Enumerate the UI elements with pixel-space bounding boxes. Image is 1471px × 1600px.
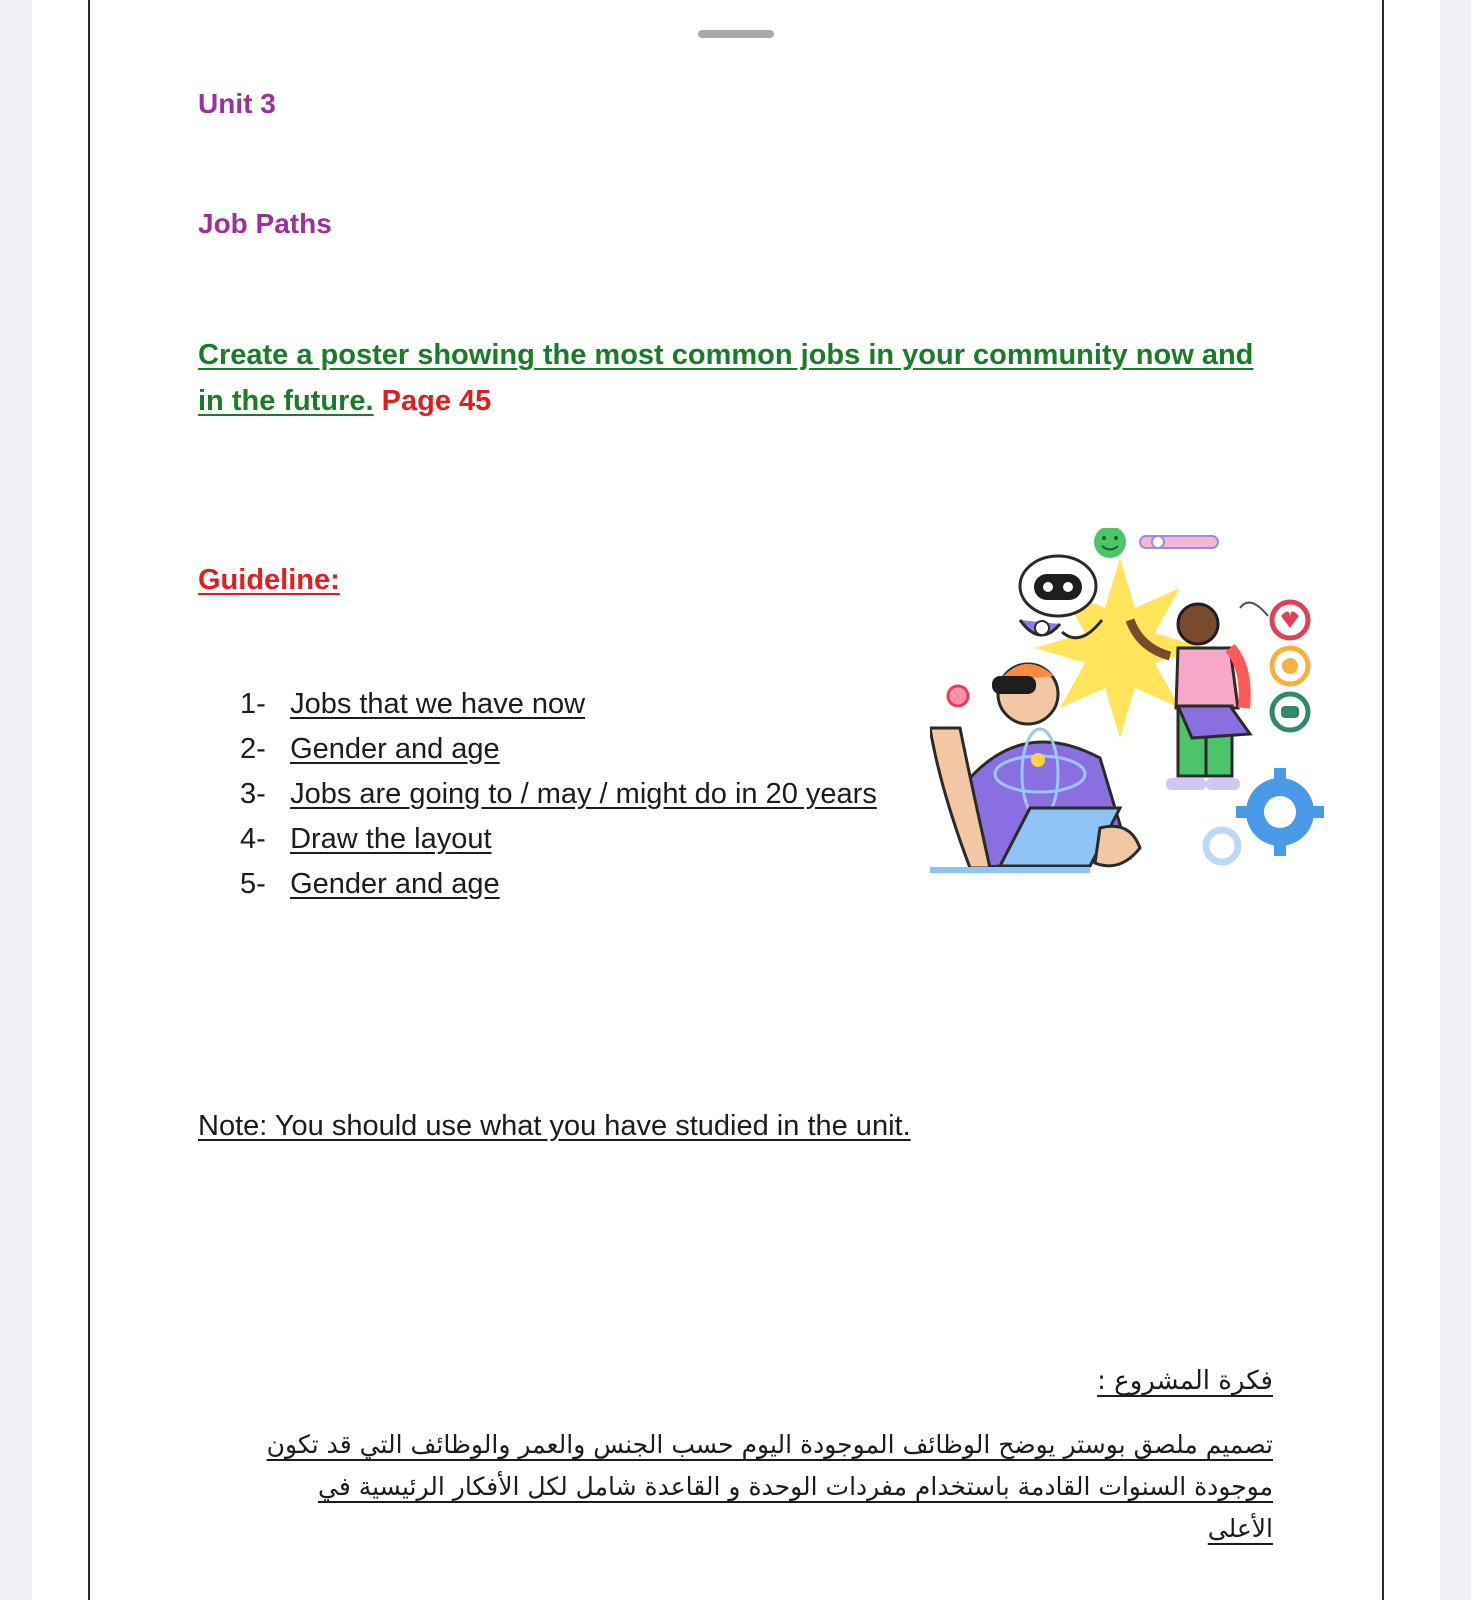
list-item-text: Draw the layout — [290, 823, 492, 855]
list-item-text: Gender and age — [290, 733, 500, 765]
project-idea-heading-text: فكرة المشروع : — [1097, 1366, 1273, 1396]
project-idea-heading — [253, 1366, 1273, 1396]
list-item-number: 2- — [240, 733, 266, 765]
task-instruction — [198, 332, 1258, 424]
list-item — [240, 688, 877, 733]
gear-icon — [1236, 768, 1324, 856]
drag-handle[interactable] — [698, 30, 774, 38]
list-item-text: Jobs are going to / may / might do in 20 years — [290, 778, 877, 810]
future-jobs-illustration — [930, 528, 1350, 898]
guideline-heading: Guideline: — [198, 564, 340, 596]
list-item — [240, 823, 877, 868]
unit-title: Unit 3 — [198, 88, 276, 119]
list-item-number: 3- — [240, 778, 266, 810]
smiley-icon — [1094, 528, 1126, 558]
list-item-text: Gender and age — [290, 868, 500, 900]
list-item-text: Jobs that we have now — [290, 688, 586, 720]
small-gear-icon — [1206, 830, 1238, 862]
task-text: Create a poster showing the most common jobs in your community now and in the future. — [198, 339, 1254, 417]
list-item — [240, 733, 877, 778]
list-item-number: 4- — [240, 823, 266, 855]
note-text: Note: You should use what you have studied in the unit. — [198, 1110, 911, 1142]
project-idea-line-2: موجودة السنوات القادمة باستخدام مفردات الوحدة و القاعدة شامل لكل الأفكار الرئيسية في الأعلى — [317, 1472, 1273, 1543]
list-item-number: 5- — [240, 868, 266, 900]
list-item — [240, 868, 877, 913]
page-border-left — [88, 0, 90, 1600]
list-item — [240, 778, 877, 823]
guideline-list — [240, 688, 877, 913]
page-title: Job Paths — [198, 208, 332, 239]
list-item-number: 1- — [240, 688, 266, 720]
page-reference: Page 45 — [381, 385, 492, 417]
page-border-right — [1382, 0, 1384, 1600]
project-idea-line-1: تصميم ملصق بوستر يوضح الوظائف الموجودة اليوم حسب الجنس والعمر والوظائف التي قد تكون — [266, 1430, 1273, 1459]
project-idea-description — [253, 1424, 1273, 1550]
